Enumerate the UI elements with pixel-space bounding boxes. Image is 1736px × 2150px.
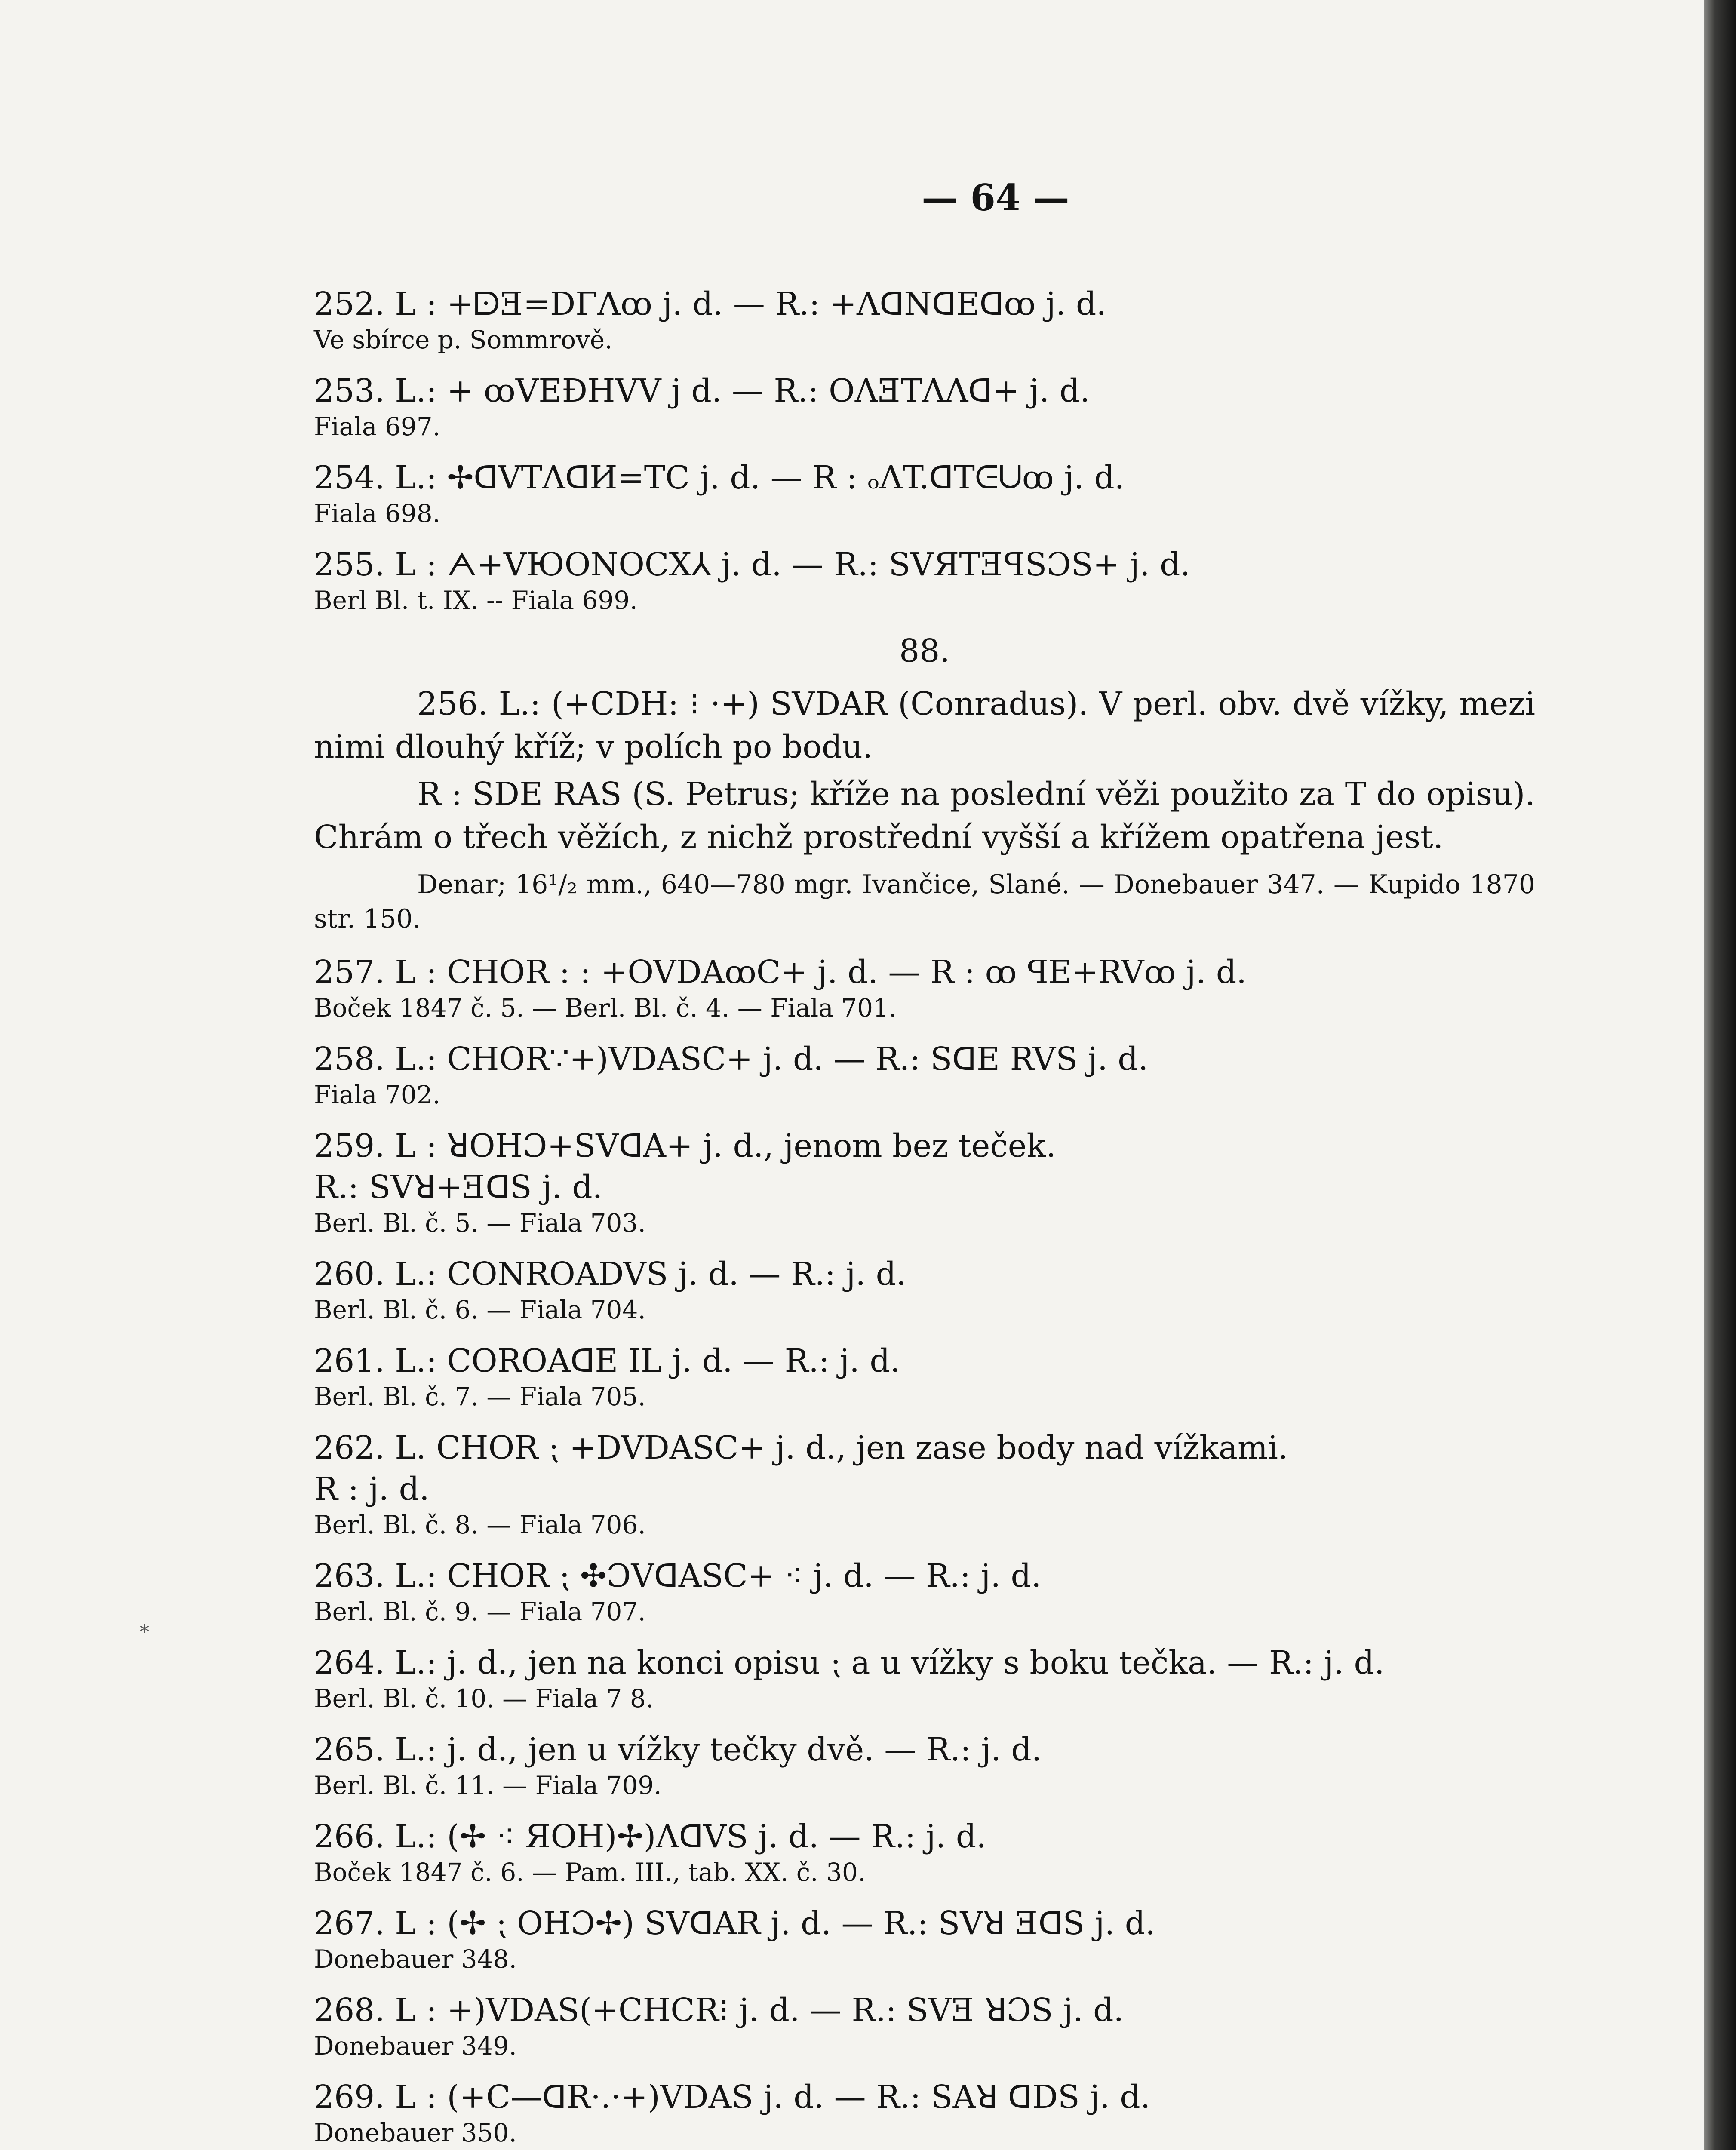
description-paragraph: 256. L.: (+CDH: ⁝ ·+) SVDAR (Conradus). V perl. obv. dvě vížky, mezi nimi dlouhý kříž; v polích po bodu. [314,685,1535,765]
section-number-88: 88. [899,633,950,670]
entry-reference: Donebauer 348. [314,1944,517,1974]
catalog-entry: 257. L : CHOR : : +OVDAꝏC+ j. d. — R : ꝏ ꟼE+RVꝏ j. d. [314,954,1247,991]
catalog-entry: 260. L.: CONROADVS j. d. — R.: j. d. [314,1256,906,1293]
catalog-entry: 259. L : ꓤOHƆ+SVᗡA+ j. d., jenom bez teček. [314,1127,1056,1164]
entry-reference: Berl. Bl. č. 7. — Fiala 705. [314,1382,646,1411]
catalog-entry: 265. L.: j. d., jen u vížky tečky dvě. — R.: j. d. [314,1731,1042,1768]
entry-reference: Ve sbírce p. Sommrově. [314,325,613,354]
entry-reference: Fiala 702. [314,1080,441,1109]
entry-reference: Berl. Bl. č. 11. — Fiala 709. [314,1771,662,1800]
entries-group-a [314,283,1535,615]
entry-reference: Donebauer 349. [314,2031,517,2061]
entries-group-b [314,952,1535,2148]
page-number: — 64 — [922,176,1069,219]
description-paragraph: R : SDE RAS (S. Petrus; kříže na poslední věži použito za T do opisu). Chrám o třech věžích, z nichž prostřední vyšší a křížem opatřena jest. [314,776,1535,856]
entry-reference: Berl. Bl. č. 6. — Fiala 704. [314,1295,646,1324]
entry-reference: Donebauer 350. [314,2118,517,2147]
catalog-entry: R : j. d. [314,1471,430,1508]
catalog-entry: 266. L.: (✢ ⁖ ЯOH)✢)ΛᗡVS j. d. — R.: j. d. [314,1818,986,1855]
catalog-entry: 261. L.: COROAᗡE IL j. d. — R.: j. d. [314,1342,900,1379]
catalog-entry: 258. L.: CHOR∵+)VDASC+ j. d. — R.: SᗡE RVS j. d. [314,1041,1149,1078]
bibliographic-note: Denar; 16¹/₂ mm., 640—780 mgr. Ivančice, Slané. — Donebauer 347. — Kupido 1870 str. 150. [314,869,1535,934]
catalog-entry: 252. L : +ᗠƎ=DΓΛꝏ j. d. — R.: +ΛᗡNᗡEᗡꝏ j. d. [314,286,1106,322]
catalog-entry: 255. L : ᗅ+VЮONOCX⅄ j. d. — R.: SVЯTƎꟼSƆS+ j. d. [314,546,1191,583]
catalog-entry: 264. L.: j. d., jen na konci opisu ⁏ a u vížky s boku tečka. — R.: j. d. [314,1644,1385,1681]
entry-reference: Fiala 698. [314,499,441,528]
entry-reference: Boček 1847 č. 6. — Pam. III., tab. XX. č. 30. [314,1858,866,1887]
entry-reference: Fiala 697. [314,412,441,441]
margin-mark: * [140,1621,149,1643]
entry-reference: Berl. Bl. č. 5. — Fiala 703. [314,1208,646,1238]
catalog-entry: R.: SVꓤ+ƎᗡS j. d. [314,1169,603,1206]
catalog-entry: 267. L : (✢ ⁏ OHƆ✢) SVᗡAR j. d. — R.: SVꓤ ƎᗡS j. d. [314,1905,1155,1942]
catalog-entry: 263. L.: CHOR ⁏ ✣ƆVᗡASC+ ⁖ j. d. — R.: j. d. [314,1557,1042,1594]
book-spine-edge [1704,0,1736,2150]
catalog-entry: 268. L : +)VDAS(+CHCR⁝ j. d. — R.: SVƎ ꓤƆS j. d. [314,1992,1124,2029]
entry-reference: Berl. Bl. č. 10. — Fiala 7 8. [314,1684,654,1713]
page-text [314,176,1535,2150]
entry-reference: Boček 1847 č. 5. — Berl. Bl. č. 4. — Fiala 701. [314,993,897,1023]
entry-reference: Berl. Bl. č. 8. — Fiala 706. [314,1510,646,1539]
catalog-entry: 253. L.: + ꝏVEƉHVV j d. — R.: OΛƎTΛΛᗡ+ j. d. [314,372,1090,409]
entry-reference: Berl. Bl. č. 9. — Fiala 707. [314,1597,646,1626]
catalog-entry: 262. L. CHOR ⁏ +DVDASC+ j. d., jen zase body nad vížkami. [314,1429,1288,1466]
entry-reference: Berl Bl. t. IX. -- Fiala 699. [314,586,638,615]
catalog-entry: 269. L : (+C—ᗡR·.·+)VDAS j. d. — R.: SAꓤ ᗡDS j. d. [314,2079,1151,2116]
catalog-entry: 254. L.: ✢ᗡVTΛᗡИ=TC j. d. — R : ₒΛT.ᗡTᕮᑌꝏ j. d. [314,459,1125,496]
